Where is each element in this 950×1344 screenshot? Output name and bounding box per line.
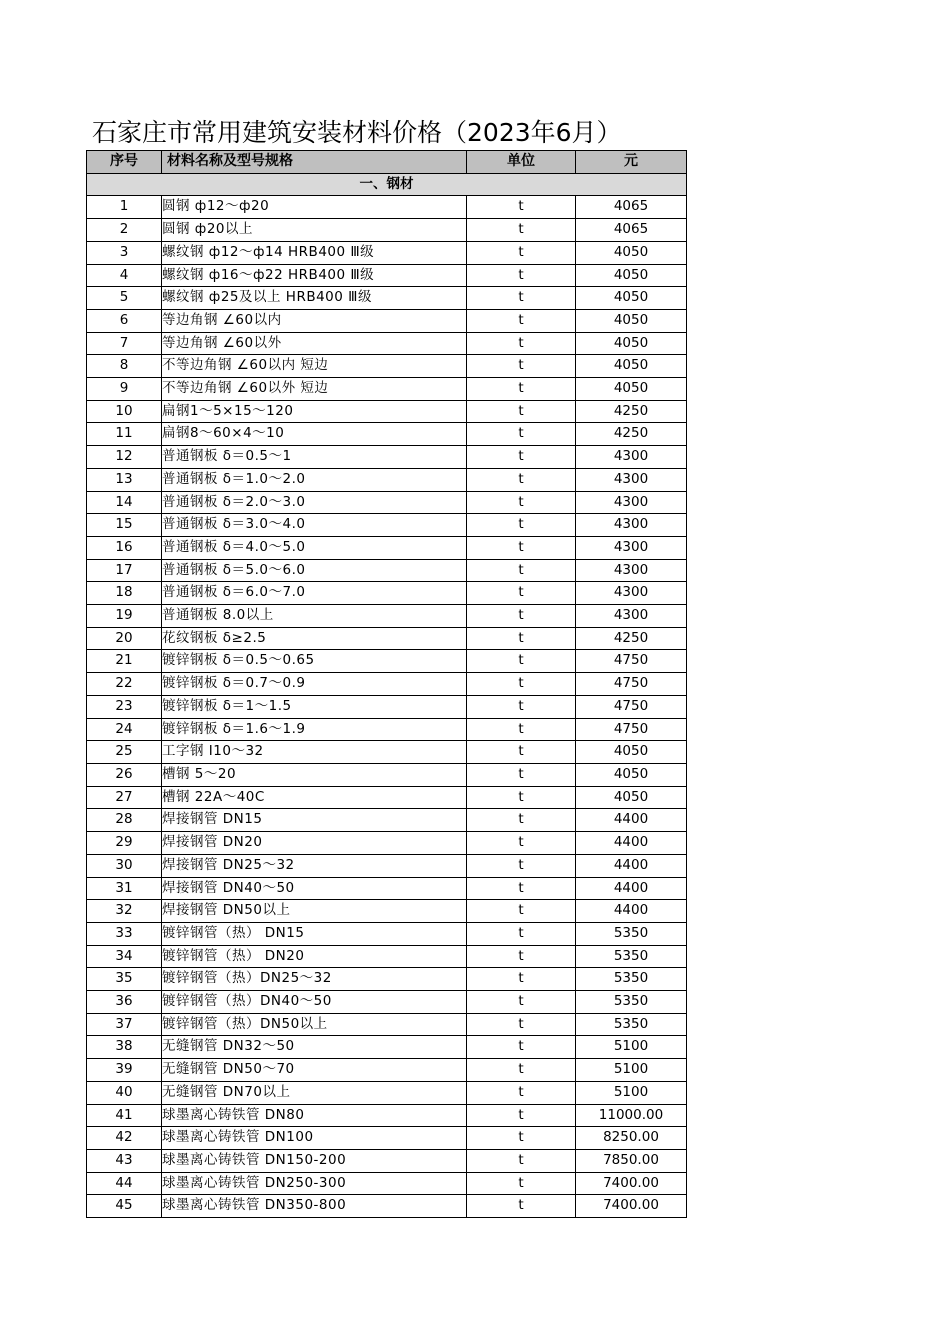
row-index: 33 <box>87 922 162 945</box>
row-index: 15 <box>87 514 162 537</box>
unit-cell: t <box>467 900 576 923</box>
price-cell: 4050 <box>576 332 687 355</box>
material-name: 扁钢1～5×15～120 <box>162 400 467 423</box>
table-row <box>87 355 687 378</box>
row-index: 42 <box>87 1127 162 1150</box>
table-row <box>87 991 687 1014</box>
price-cell: 4300 <box>576 559 687 582</box>
unit-cell: t <box>467 219 576 242</box>
table-row <box>87 491 687 514</box>
price-cell: 5100 <box>576 1081 687 1104</box>
table-row <box>87 832 687 855</box>
price-cell: 4300 <box>576 514 687 537</box>
row-index: 40 <box>87 1081 162 1104</box>
price-cell: 5100 <box>576 1036 687 1059</box>
price-cell: 4300 <box>576 468 687 491</box>
row-index: 32 <box>87 900 162 923</box>
table-row <box>87 854 687 877</box>
unit-cell: t <box>467 627 576 650</box>
material-name: 镀锌钢板 δ＝1.6～1.9 <box>162 718 467 741</box>
unit-cell: t <box>467 491 576 514</box>
page-title: 石家庄市常用建筑安装材料价格（2023年6月） <box>92 118 622 147</box>
table-row <box>87 627 687 650</box>
row-index: 30 <box>87 854 162 877</box>
table-row <box>87 241 687 264</box>
table-row <box>87 287 687 310</box>
row-index: 8 <box>87 355 162 378</box>
row-index: 28 <box>87 809 162 832</box>
table-row <box>87 446 687 469</box>
unit-cell: t <box>467 1036 576 1059</box>
unit-cell: t <box>467 559 576 582</box>
table-row <box>87 468 687 491</box>
material-name: 普通钢板 δ＝4.0～5.0 <box>162 536 467 559</box>
price-cell: 4300 <box>576 536 687 559</box>
material-name: 圆钢 ф20以上 <box>162 219 467 242</box>
material-name: 焊接钢管 DN25～32 <box>162 854 467 877</box>
row-index: 9 <box>87 378 162 401</box>
unit-cell: t <box>467 991 576 1014</box>
price-cell: 4750 <box>576 695 687 718</box>
table-row <box>87 514 687 537</box>
price-table <box>86 150 687 1218</box>
row-index: 24 <box>87 718 162 741</box>
material-name: 镀锌钢板 δ＝0.5～0.65 <box>162 650 467 673</box>
table-row <box>87 1127 687 1150</box>
unit-cell: t <box>467 196 576 219</box>
unit-cell: t <box>467 741 576 764</box>
row-index: 43 <box>87 1149 162 1172</box>
table-row <box>87 741 687 764</box>
material-name: 槽钢 5～20 <box>162 763 467 786</box>
row-index: 45 <box>87 1195 162 1218</box>
price-cell: 4750 <box>576 673 687 696</box>
material-name: 球墨离心铸铁管 DN80 <box>162 1104 467 1127</box>
material-name: 螺纹钢 ф12～ф14 HRB400 Ⅲ级 <box>162 241 467 264</box>
row-index: 11 <box>87 423 162 446</box>
row-index: 1 <box>87 196 162 219</box>
row-index: 17 <box>87 559 162 582</box>
row-index: 41 <box>87 1104 162 1127</box>
price-cell: 5350 <box>576 945 687 968</box>
material-name: 球墨离心铸铁管 DN350-800 <box>162 1195 467 1218</box>
table-row <box>87 695 687 718</box>
row-index: 2 <box>87 219 162 242</box>
price-cell: 4400 <box>576 877 687 900</box>
material-name: 普通钢板 δ＝0.5～1 <box>162 446 467 469</box>
table-row <box>87 1081 687 1104</box>
material-name: 普通钢板 δ＝5.0～6.0 <box>162 559 467 582</box>
material-name: 镀锌钢管（热）DN25～32 <box>162 968 467 991</box>
table-row <box>87 1149 687 1172</box>
price-cell: 4400 <box>576 900 687 923</box>
header-price: 元 <box>576 151 687 174</box>
unit-cell: t <box>467 582 576 605</box>
unit-cell: t <box>467 1104 576 1127</box>
row-index: 26 <box>87 763 162 786</box>
row-index: 12 <box>87 446 162 469</box>
table-row <box>87 423 687 446</box>
header-index: 序号 <box>87 151 162 174</box>
price-cell: 5350 <box>576 991 687 1014</box>
unit-cell: t <box>467 673 576 696</box>
row-index: 5 <box>87 287 162 310</box>
price-cell: 5350 <box>576 968 687 991</box>
price-cell: 4050 <box>576 287 687 310</box>
unit-cell: t <box>467 922 576 945</box>
price-cell: 4050 <box>576 763 687 786</box>
row-index: 19 <box>87 605 162 628</box>
price-cell: 4250 <box>576 627 687 650</box>
material-name: 工字钢 Ⅰ10～32 <box>162 741 467 764</box>
row-index: 36 <box>87 991 162 1014</box>
table-row <box>87 809 687 832</box>
unit-cell: t <box>467 695 576 718</box>
material-name: 圆钢 ф12～ф20 <box>162 196 467 219</box>
unit-cell: t <box>467 718 576 741</box>
header-name: 材料名称及型号规格 <box>162 151 467 174</box>
material-name: 普通钢板 δ＝2.0～3.0 <box>162 491 467 514</box>
material-name: 球墨离心铸铁管 DN150-200 <box>162 1149 467 1172</box>
row-index: 44 <box>87 1172 162 1195</box>
material-name: 焊接钢管 DN50以上 <box>162 900 467 923</box>
table-row <box>87 605 687 628</box>
row-index: 35 <box>87 968 162 991</box>
material-name: 普通钢板 8.0以上 <box>162 605 467 628</box>
table-row <box>87 1104 687 1127</box>
material-name: 不等边角钢 ∠60以内 短边 <box>162 355 467 378</box>
price-cell: 4050 <box>576 241 687 264</box>
unit-cell: t <box>467 514 576 537</box>
price-cell: 4050 <box>576 309 687 332</box>
price-cell: 4065 <box>576 219 687 242</box>
price-cell: 11000.00 <box>576 1104 687 1127</box>
unit-cell: t <box>467 832 576 855</box>
unit-cell: t <box>467 287 576 310</box>
unit-cell: t <box>467 309 576 332</box>
row-index: 27 <box>87 786 162 809</box>
price-cell: 7400.00 <box>576 1195 687 1218</box>
price-cell: 5100 <box>576 1059 687 1082</box>
table-row <box>87 1013 687 1036</box>
section-title: 一、钢材 <box>87 173 687 196</box>
table-row <box>87 922 687 945</box>
price-cell: 4300 <box>576 582 687 605</box>
price-cell: 4750 <box>576 718 687 741</box>
unit-cell: t <box>467 446 576 469</box>
unit-cell: t <box>467 809 576 832</box>
row-index: 29 <box>87 832 162 855</box>
material-name: 镀锌钢板 δ＝0.7～0.9 <box>162 673 467 696</box>
unit-cell: t <box>467 854 576 877</box>
unit-cell: t <box>467 1013 576 1036</box>
unit-cell: t <box>467 355 576 378</box>
unit-cell: t <box>467 1195 576 1218</box>
table-row <box>87 877 687 900</box>
table-row <box>87 196 687 219</box>
row-index: 14 <box>87 491 162 514</box>
section-row <box>87 173 687 196</box>
table-row <box>87 1036 687 1059</box>
price-cell: 4050 <box>576 786 687 809</box>
row-index: 4 <box>87 264 162 287</box>
price-cell: 4250 <box>576 400 687 423</box>
unit-cell: t <box>467 423 576 446</box>
material-name: 槽钢 22A～40C <box>162 786 467 809</box>
price-cell: 5350 <box>576 922 687 945</box>
row-index: 13 <box>87 468 162 491</box>
material-name: 无缝钢管 DN70以上 <box>162 1081 467 1104</box>
table-row <box>87 673 687 696</box>
row-index: 31 <box>87 877 162 900</box>
table-row <box>87 1059 687 1082</box>
row-index: 16 <box>87 536 162 559</box>
unit-cell: t <box>467 650 576 673</box>
price-cell: 4065 <box>576 196 687 219</box>
price-cell: 4400 <box>576 832 687 855</box>
unit-cell: t <box>467 1127 576 1150</box>
material-name: 螺纹钢 ф16～ф22 HRB400 Ⅲ级 <box>162 264 467 287</box>
row-index: 7 <box>87 332 162 355</box>
price-cell: 7400.00 <box>576 1172 687 1195</box>
table-row <box>87 945 687 968</box>
unit-cell: t <box>467 241 576 264</box>
unit-cell: t <box>467 332 576 355</box>
price-cell: 4750 <box>576 650 687 673</box>
unit-cell: t <box>467 945 576 968</box>
table-row <box>87 650 687 673</box>
unit-cell: t <box>467 264 576 287</box>
material-name: 球墨离心铸铁管 DN100 <box>162 1127 467 1150</box>
table-row <box>87 536 687 559</box>
price-cell: 5350 <box>576 1013 687 1036</box>
unit-cell: t <box>467 763 576 786</box>
header-unit: 单位 <box>467 151 576 174</box>
table-row <box>87 582 687 605</box>
row-index: 20 <box>87 627 162 650</box>
price-cell: 4050 <box>576 355 687 378</box>
row-index: 3 <box>87 241 162 264</box>
material-name: 球墨离心铸铁管 DN250-300 <box>162 1172 467 1195</box>
unit-cell: t <box>467 378 576 401</box>
table-row <box>87 309 687 332</box>
unit-cell: t <box>467 786 576 809</box>
unit-cell: t <box>467 1172 576 1195</box>
row-index: 25 <box>87 741 162 764</box>
price-cell: 4050 <box>576 378 687 401</box>
table-row <box>87 400 687 423</box>
table-row <box>87 763 687 786</box>
material-name: 等边角钢 ∠60以内 <box>162 309 467 332</box>
price-cell: 4250 <box>576 423 687 446</box>
table-row <box>87 264 687 287</box>
unit-cell: t <box>467 468 576 491</box>
row-index: 10 <box>87 400 162 423</box>
row-index: 22 <box>87 673 162 696</box>
material-name: 焊接钢管 DN15 <box>162 809 467 832</box>
table-header-row <box>87 151 687 174</box>
unit-cell: t <box>467 968 576 991</box>
material-name: 普通钢板 δ＝3.0～4.0 <box>162 514 467 537</box>
material-name: 等边角钢 ∠60以外 <box>162 332 467 355</box>
material-name: 焊接钢管 DN40～50 <box>162 877 467 900</box>
material-name: 镀锌钢管（热）DN50以上 <box>162 1013 467 1036</box>
material-name: 镀锌钢管（热） DN20 <box>162 945 467 968</box>
price-cell: 4050 <box>576 741 687 764</box>
material-name: 焊接钢管 DN20 <box>162 832 467 855</box>
price-cell: 8250.00 <box>576 1127 687 1150</box>
unit-cell: t <box>467 605 576 628</box>
row-index: 18 <box>87 582 162 605</box>
table-row <box>87 900 687 923</box>
material-name: 螺纹钢 ф25及以上 HRB400 Ⅲ级 <box>162 287 467 310</box>
price-cell: 4300 <box>576 491 687 514</box>
unit-cell: t <box>467 536 576 559</box>
price-cell: 4400 <box>576 809 687 832</box>
material-name: 不等边角钢 ∠60以外 短边 <box>162 378 467 401</box>
material-name: 镀锌钢板 δ＝1～1.5 <box>162 695 467 718</box>
row-index: 34 <box>87 945 162 968</box>
price-cell: 4050 <box>576 264 687 287</box>
price-cell: 4300 <box>576 446 687 469</box>
unit-cell: t <box>467 1081 576 1104</box>
row-index: 37 <box>87 1013 162 1036</box>
price-cell: 4400 <box>576 854 687 877</box>
unit-cell: t <box>467 400 576 423</box>
row-index: 21 <box>87 650 162 673</box>
material-name: 无缝钢管 DN50～70 <box>162 1059 467 1082</box>
table-row <box>87 718 687 741</box>
table-row <box>87 968 687 991</box>
material-name: 镀锌钢管（热） DN15 <box>162 922 467 945</box>
row-index: 39 <box>87 1059 162 1082</box>
material-name: 无缝钢管 DN32～50 <box>162 1036 467 1059</box>
table-row <box>87 378 687 401</box>
table-row <box>87 1172 687 1195</box>
material-name: 普通钢板 δ＝6.0～7.0 <box>162 582 467 605</box>
material-name: 花纹钢板 δ≥2.5 <box>162 627 467 650</box>
table-row <box>87 219 687 242</box>
price-cell: 7850.00 <box>576 1149 687 1172</box>
material-name: 普通钢板 δ＝1.0～2.0 <box>162 468 467 491</box>
price-cell: 4300 <box>576 605 687 628</box>
material-name: 镀锌钢管（热）DN40～50 <box>162 991 467 1014</box>
row-index: 38 <box>87 1036 162 1059</box>
table-row <box>87 559 687 582</box>
unit-cell: t <box>467 1059 576 1082</box>
table-row <box>87 786 687 809</box>
unit-cell: t <box>467 877 576 900</box>
table-row <box>87 1195 687 1218</box>
table-row <box>87 332 687 355</box>
unit-cell: t <box>467 1149 576 1172</box>
row-index: 6 <box>87 309 162 332</box>
row-index: 23 <box>87 695 162 718</box>
material-name: 扁钢8～60×4～10 <box>162 423 467 446</box>
